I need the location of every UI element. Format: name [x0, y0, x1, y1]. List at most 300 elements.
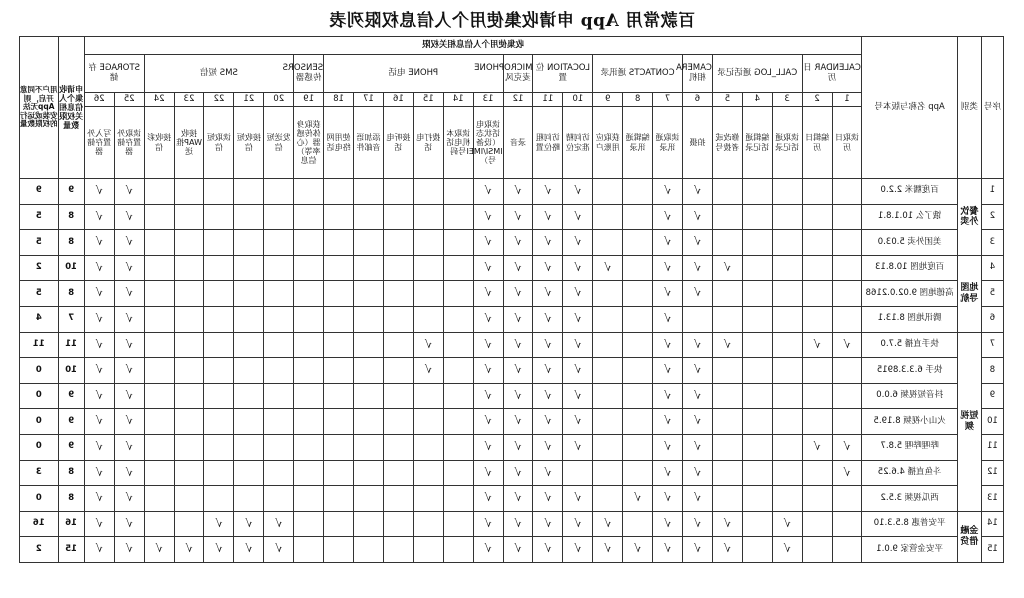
permissions-table	[19, 36, 1004, 563]
empty-cell	[144, 358, 174, 384]
empty-cell	[772, 179, 802, 205]
check-mark: √	[473, 179, 503, 205]
empty-cell	[324, 255, 354, 281]
empty-cell	[294, 204, 324, 230]
row-seq: 5	[981, 281, 1003, 307]
header-permission-name: 获取身体传感器（心率等）信息	[294, 107, 324, 179]
empty-cell	[234, 434, 264, 460]
check-mark: √	[683, 486, 713, 512]
row-app-name: 腾讯地图 8.13.1	[862, 306, 957, 332]
header-col-number: 13	[473, 93, 503, 107]
empty-cell	[324, 179, 354, 205]
row-permission-count: 16	[58, 511, 84, 537]
empty-cell	[623, 230, 653, 256]
empty-cell	[772, 358, 802, 384]
check-mark: √	[623, 537, 653, 563]
row-permission-count: 9	[58, 383, 84, 409]
empty-cell	[742, 230, 772, 256]
page-title: 百款常用 App 申请收集使用个人信息权限列表	[328, 11, 696, 31]
empty-cell	[204, 409, 234, 435]
empty-cell	[234, 281, 264, 307]
row-permission-count: 8	[58, 460, 84, 486]
empty-cell	[712, 383, 742, 409]
row-required-count: 0	[20, 383, 59, 409]
empty-cell	[324, 511, 354, 537]
header-permission-name: 接听电话	[383, 107, 413, 179]
header-group-4: LOCATION 位置	[533, 55, 593, 93]
check-mark: √	[593, 255, 623, 281]
empty-cell	[413, 255, 443, 281]
check-mark: √	[473, 255, 503, 281]
empty-cell	[802, 409, 832, 435]
row-seq: 2	[981, 204, 1003, 230]
empty-cell	[383, 434, 413, 460]
empty-cell	[354, 230, 384, 256]
empty-cell	[443, 204, 473, 230]
empty-cell	[742, 332, 772, 358]
empty-cell	[832, 281, 862, 307]
empty-cell	[443, 281, 473, 307]
row-permission-count: 11	[58, 332, 84, 358]
empty-cell	[742, 204, 772, 230]
empty-cell	[264, 486, 294, 512]
row-permission-count: 10	[58, 358, 84, 384]
empty-cell	[383, 511, 413, 537]
check-mark: √	[683, 511, 713, 537]
check-mark: √	[712, 537, 742, 563]
empty-cell	[234, 306, 264, 332]
header-col-number: 8	[623, 93, 653, 107]
check-mark: √	[503, 537, 533, 563]
empty-cell	[772, 255, 802, 281]
empty-cell	[413, 383, 443, 409]
check-mark: √	[84, 409, 114, 435]
empty-cell	[802, 179, 832, 205]
empty-cell	[413, 511, 443, 537]
empty-cell	[264, 460, 294, 486]
header-permission-name: 录音	[503, 107, 533, 179]
check-mark: √	[653, 434, 683, 460]
empty-cell	[593, 383, 623, 409]
check-mark: √	[114, 306, 144, 332]
check-mark: √	[653, 332, 683, 358]
empty-cell	[772, 383, 802, 409]
check-mark: √	[473, 460, 503, 486]
empty-cell	[832, 409, 862, 435]
empty-cell	[593, 434, 623, 460]
empty-cell	[324, 409, 354, 435]
empty-cell	[802, 358, 832, 384]
empty-cell	[144, 230, 174, 256]
empty-cell	[144, 281, 174, 307]
check-mark: √	[533, 486, 563, 512]
empty-cell	[264, 179, 294, 205]
check-mark: √	[503, 255, 533, 281]
empty-cell	[742, 281, 772, 307]
header-col-number: 2	[802, 93, 832, 107]
header-group-0: CALENDAR 日历	[802, 55, 862, 93]
empty-cell	[802, 230, 832, 256]
check-mark: √	[653, 537, 683, 563]
check-mark: √	[802, 434, 832, 460]
check-mark: √	[114, 383, 144, 409]
check-mark: √	[712, 255, 742, 281]
check-mark: √	[683, 537, 713, 563]
empty-cell	[354, 511, 384, 537]
empty-cell	[802, 255, 832, 281]
empty-cell	[383, 460, 413, 486]
check-mark: √	[563, 179, 593, 205]
empty-cell	[144, 434, 174, 460]
check-mark: √	[503, 460, 533, 486]
empty-cell	[832, 511, 862, 537]
check-mark: √	[712, 511, 742, 537]
check-mark: √	[832, 460, 862, 486]
empty-cell	[742, 255, 772, 281]
header-col-number: 4	[742, 93, 772, 107]
check-mark: √	[533, 255, 563, 281]
empty-cell	[772, 281, 802, 307]
empty-cell	[593, 332, 623, 358]
empty-cell	[264, 230, 294, 256]
empty-cell	[832, 486, 862, 512]
check-mark: √	[533, 358, 563, 384]
check-mark: √	[563, 537, 593, 563]
check-mark: √	[114, 434, 144, 460]
check-mark: √	[653, 230, 683, 256]
empty-cell	[294, 537, 324, 563]
empty-cell	[144, 383, 174, 409]
row-seq: 14	[981, 511, 1003, 537]
empty-cell	[383, 358, 413, 384]
empty-cell	[593, 486, 623, 512]
header-category: 类别	[957, 37, 981, 179]
empty-cell	[264, 204, 294, 230]
empty-cell	[683, 306, 713, 332]
empty-cell	[712, 306, 742, 332]
empty-cell	[144, 486, 174, 512]
check-mark: √	[503, 409, 533, 435]
check-mark: √	[683, 383, 713, 409]
row-permission-count: 7	[58, 306, 84, 332]
empty-cell	[802, 383, 832, 409]
header-group-5: MICROPHONE 麦克风	[503, 55, 533, 93]
check-mark: √	[84, 230, 114, 256]
table-row	[20, 179, 1004, 205]
empty-cell	[593, 409, 623, 435]
empty-cell	[413, 204, 443, 230]
check-mark: √	[204, 537, 234, 563]
empty-cell	[593, 306, 623, 332]
check-mark: √	[653, 255, 683, 281]
empty-cell	[593, 230, 623, 256]
table-row	[20, 434, 1004, 460]
table-row	[20, 537, 1004, 563]
empty-cell	[832, 537, 862, 563]
header-permission-name: 读取本机电话号码	[443, 107, 473, 179]
empty-cell	[742, 383, 772, 409]
empty-cell	[204, 486, 234, 512]
check-mark: √	[563, 383, 593, 409]
empty-cell	[234, 358, 264, 384]
header-col-number: 15	[413, 93, 443, 107]
empty-cell	[294, 511, 324, 537]
check-mark: √	[114, 179, 144, 205]
empty-cell	[354, 409, 384, 435]
check-mark: √	[563, 230, 593, 256]
row-app-name: 百度糯米 2.2.0	[862, 179, 957, 205]
row-required-count: 11	[20, 332, 59, 358]
row-app-name: 哔哩哔哩 5.8.7	[862, 434, 957, 460]
empty-cell	[144, 511, 174, 537]
check-mark: √	[563, 281, 593, 307]
header-col-number: 22	[204, 93, 234, 107]
row-required-count: 5	[20, 281, 59, 307]
check-mark: √	[473, 434, 503, 460]
header-col-number: 6	[683, 93, 713, 107]
check-mark: √	[84, 511, 114, 537]
row-seq: 15	[981, 537, 1003, 563]
row-seq: 8	[981, 358, 1003, 384]
check-mark: √	[533, 383, 563, 409]
check-mark: √	[413, 358, 443, 384]
header-permission-name: 接收WAP推送	[174, 107, 204, 179]
empty-cell	[324, 358, 354, 384]
check-mark: √	[653, 281, 683, 307]
header-permission-name: 访问粗略位置	[533, 107, 563, 179]
row-app-name: 西瓜视频 3.5.2	[862, 486, 957, 512]
check-mark: √	[114, 409, 144, 435]
empty-cell	[174, 204, 204, 230]
header-col-number: 16	[383, 93, 413, 107]
check-mark: √	[533, 434, 563, 460]
header-permission-name: 使用网络电话	[324, 107, 354, 179]
empty-cell	[234, 255, 264, 281]
check-mark: √	[683, 358, 713, 384]
empty-cell	[413, 409, 443, 435]
row-permission-count: 15	[58, 537, 84, 563]
row-permission-count: 8	[58, 486, 84, 512]
empty-cell	[772, 486, 802, 512]
check-mark: √	[832, 332, 862, 358]
empty-cell	[294, 409, 324, 435]
header-permission-count: 申请收集个人信息相关权限数量	[58, 37, 84, 179]
check-mark: √	[84, 486, 114, 512]
empty-cell	[742, 179, 772, 205]
empty-cell	[742, 409, 772, 435]
check-mark: √	[234, 511, 264, 537]
empty-cell	[294, 230, 324, 256]
row-required-count: 2	[20, 537, 59, 563]
empty-cell	[144, 332, 174, 358]
row-app-name: 饿了么 10.1.8.1	[862, 204, 957, 230]
check-mark: √	[503, 230, 533, 256]
empty-cell	[144, 179, 174, 205]
check-mark: √	[563, 306, 593, 332]
check-mark: √	[114, 511, 144, 537]
row-required-count: 3	[20, 460, 59, 486]
empty-cell	[294, 179, 324, 205]
empty-cell	[413, 179, 443, 205]
header-permission-name: 写入外置存储器	[84, 107, 114, 179]
check-mark: √	[533, 306, 563, 332]
empty-cell	[294, 460, 324, 486]
check-mark: √	[503, 306, 533, 332]
empty-cell	[742, 511, 772, 537]
empty-cell	[443, 306, 473, 332]
empty-cell	[294, 332, 324, 358]
empty-cell	[294, 281, 324, 307]
row-app-name: 美团外卖 5.03.0	[862, 230, 957, 256]
table-row	[20, 281, 1004, 307]
check-mark: √	[114, 332, 144, 358]
empty-cell	[593, 460, 623, 486]
empty-cell	[174, 281, 204, 307]
header-col-number: 7	[653, 93, 683, 107]
header-permission-name: 编辑通话记录	[742, 107, 772, 179]
check-mark: √	[533, 460, 563, 486]
empty-cell	[294, 255, 324, 281]
header-permission-name: 读取电话状态（设备IMSI/IMEI号）	[473, 107, 503, 179]
table-row	[20, 358, 1004, 384]
row-app-name: 火山小视频 8.19.5	[862, 409, 957, 435]
header-permission-name: 获取应用账户	[593, 107, 623, 179]
empty-cell	[443, 358, 473, 384]
empty-cell	[383, 409, 413, 435]
empty-cell	[354, 306, 384, 332]
empty-cell	[204, 332, 234, 358]
empty-cell	[264, 383, 294, 409]
header-col-number: 12	[503, 93, 533, 107]
empty-cell	[234, 486, 264, 512]
empty-cell	[712, 434, 742, 460]
empty-cell	[234, 409, 264, 435]
empty-cell	[712, 486, 742, 512]
row-app-name: 斗鱼直播 4.6.25	[862, 460, 957, 486]
empty-cell	[204, 460, 234, 486]
empty-cell	[383, 537, 413, 563]
empty-cell	[324, 204, 354, 230]
empty-cell	[174, 306, 204, 332]
check-mark: √	[712, 332, 742, 358]
empty-cell	[383, 332, 413, 358]
empty-cell	[413, 434, 443, 460]
empty-cell	[742, 434, 772, 460]
empty-cell	[443, 537, 473, 563]
check-mark: √	[84, 537, 114, 563]
check-mark: √	[84, 306, 114, 332]
check-mark: √	[533, 409, 563, 435]
header-permission-name: 发送短信	[264, 107, 294, 179]
empty-cell	[742, 306, 772, 332]
empty-cell	[264, 281, 294, 307]
header-col-number: 10	[563, 93, 593, 107]
check-mark: √	[84, 434, 114, 460]
empty-cell	[354, 332, 384, 358]
check-mark: √	[533, 332, 563, 358]
empty-cell	[234, 460, 264, 486]
empty-cell	[623, 332, 653, 358]
check-mark: √	[533, 204, 563, 230]
empty-cell	[623, 434, 653, 460]
empty-cell	[623, 179, 653, 205]
empty-cell	[802, 486, 832, 512]
row-permission-count: 9	[58, 179, 84, 205]
table-row	[20, 255, 1004, 281]
empty-cell	[832, 179, 862, 205]
empty-cell	[264, 306, 294, 332]
empty-cell	[234, 332, 264, 358]
empty-cell	[383, 281, 413, 307]
header-permission-name: 接收彩信	[144, 107, 174, 179]
empty-cell	[204, 383, 234, 409]
check-mark: √	[683, 255, 713, 281]
empty-cell	[623, 281, 653, 307]
row-required-count: 9	[20, 179, 59, 205]
check-mark: √	[473, 281, 503, 307]
check-mark: √	[114, 486, 144, 512]
check-mark: √	[114, 537, 144, 563]
check-mark: √	[832, 434, 862, 460]
empty-cell	[383, 204, 413, 230]
empty-cell	[383, 486, 413, 512]
empty-cell	[174, 434, 204, 460]
check-mark: √	[503, 204, 533, 230]
empty-cell	[623, 358, 653, 384]
empty-cell	[772, 460, 802, 486]
empty-cell	[802, 204, 832, 230]
empty-cell	[234, 204, 264, 230]
check-mark: √	[683, 332, 713, 358]
empty-cell	[772, 230, 802, 256]
empty-cell	[383, 230, 413, 256]
empty-cell	[712, 204, 742, 230]
check-mark: √	[683, 230, 713, 256]
empty-cell	[264, 409, 294, 435]
check-mark: √	[593, 537, 623, 563]
empty-cell	[443, 383, 473, 409]
check-mark: √	[84, 204, 114, 230]
empty-cell	[324, 383, 354, 409]
row-required-count: 0	[20, 409, 59, 435]
empty-cell	[234, 179, 264, 205]
check-mark: √	[473, 358, 503, 384]
check-mark: √	[84, 255, 114, 281]
row-permission-count: 8	[58, 204, 84, 230]
empty-cell	[324, 537, 354, 563]
header-col-number: 25	[114, 93, 144, 107]
check-mark: √	[503, 511, 533, 537]
empty-cell	[443, 486, 473, 512]
empty-cell	[174, 486, 204, 512]
empty-cell	[174, 332, 204, 358]
empty-cell	[623, 409, 653, 435]
row-category: 短视频	[957, 332, 981, 511]
empty-cell	[354, 434, 384, 460]
empty-cell	[593, 358, 623, 384]
row-seq: 11	[981, 434, 1003, 460]
header-permission-name: 拍摄	[683, 107, 713, 179]
row-app-name: 平安普惠 8.5.3.10	[862, 511, 957, 537]
check-mark: √	[653, 511, 683, 537]
check-mark: √	[533, 537, 563, 563]
check-mark: √	[563, 204, 593, 230]
row-seq: 3	[981, 230, 1003, 256]
header-permission-name: 编辑通讯录	[623, 107, 653, 179]
check-mark: √	[563, 358, 593, 384]
empty-cell	[354, 179, 384, 205]
row-app-name: 百度地图 10.8.13	[862, 255, 957, 281]
